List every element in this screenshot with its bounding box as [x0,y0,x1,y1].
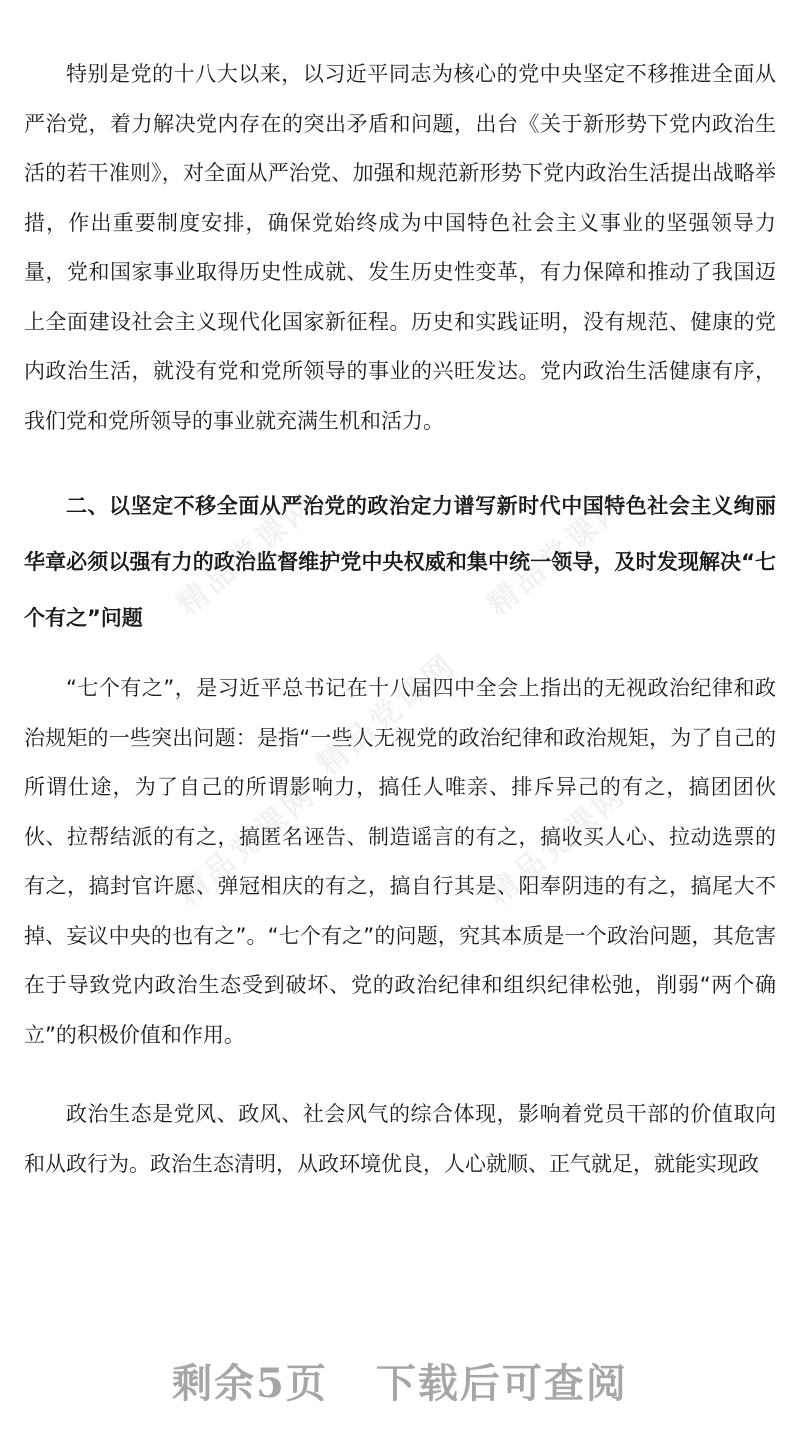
remaining-pages-label: 剩余5页 [172,1360,328,1407]
watermark: 精品党课网 [170,486,324,623]
watermark: 精品党课网 [480,486,634,623]
watermark: 精品党课网 [170,776,324,913]
watermark: 精品党课网 [310,646,464,783]
paragraph-1: 特别是党的十八大以来，以习近平同志为核心的党中央坚定不移推进全面从严治党，着力解决党内存在的突出矛盾和问题，出台《关于新形势下党内政治生活的若干准则》，对全面从严治党、加强和规范新形势下党内政治生活提出战略举措，作出重要制度安排，确保党始终成为中国特色社会主义事业的坚强领导力量，党和国家事业取得历史性成就、发生历史性变革，有力保障和推动了我国迈上全面建设社会主义现代化国家新征程。历史和实践证明，没有规范、健康的党内政治生活，就没有党和党所领导的事业的兴旺发达。党内政治生活健康有序，我们党和党所领导的事业就充满生机和活力。 [24,62,776,433]
download-banner[interactable] [0,1352,800,1409]
watermark: 精品党课网 [480,776,634,913]
paragraph-3: 政治生态是党风、政风、社会风气的综合体现，影响着党员干部的价值取向和从政行为。政治生态清明，从政环境优良，人心就顺、正气就足，就能实现政 [24,1102,776,1176]
section-heading: 二、以坚定不移全面从严治党的政治定力谱写新时代中国特色社会主义绚丽华章必须以强有力的政治监督维护党中央权威和集中统一领导，及时发现解决“七个有之”问题 [24,494,776,630]
document-body [24,50,776,1189]
download-to-view-label[interactable]: 下载后可查阅 [375,1360,628,1407]
paragraph-2: “七个有之”，是习近平总书记在十八届四中全会上指出的无视政治纪律和政治规矩的一些突出问题：是指“一些人无视党的政治纪律和政治规矩，为了自己的所谓仕途，为了自己的所谓影响力，搞任人唯亲、排斥异己的有之，搞团团伙伙、拉帮结派的有之，搞匿名诬告、制造谣言的有之，搞收买人心、拉动选票的有之，搞封官许愿、弹冠相庆的有之，搞自行其是、阳奉阴违的有之，搞尾大不掉、妄议中央的也有之”。“七个有之”的问题，究其本质是一个政治问题，其危害在于导致党内政治生态受到破坏、党的政治纪律和组织纪律松弛，削弱“两个确立”的积极价值和作用。 [24,676,776,1047]
